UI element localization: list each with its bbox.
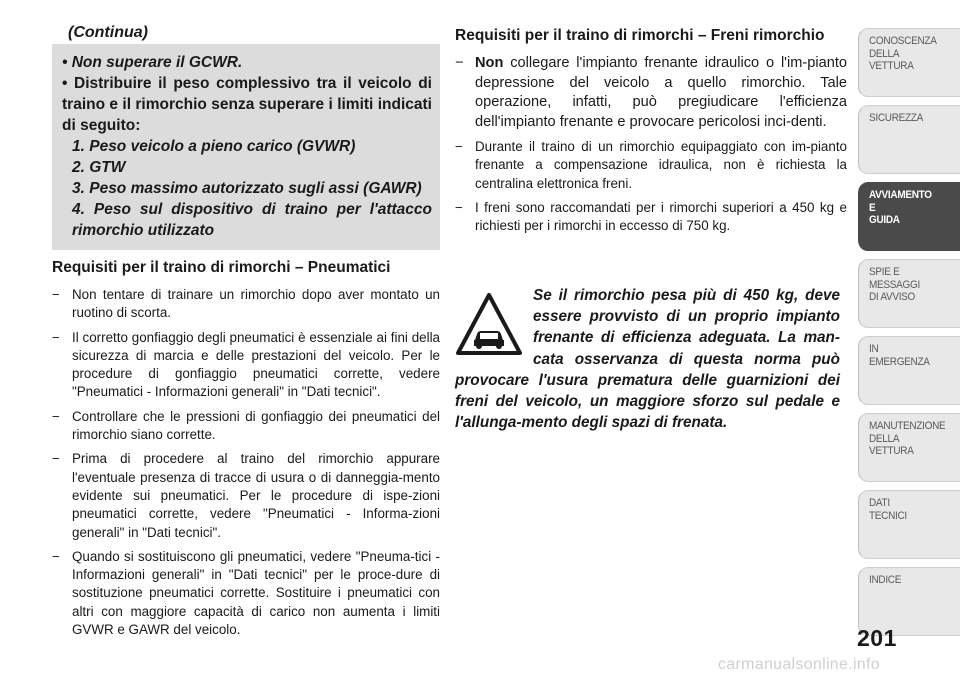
box-item-2: 2. GTW <box>72 159 126 176</box>
page-number: 201 <box>857 625 897 651</box>
tab-manutenzione[interactable]: MANUTENZIONE DELLA VETTURA <box>858 413 960 482</box>
tab-indice[interactable]: INDICE <box>858 567 960 636</box>
chapter-tabs <box>858 28 960 644</box>
tires-item-3: − Controllare che le pressioni di gonfiaggio dei pneumatici del rimorchio siano corrette. <box>52 408 440 443</box>
dash-bullet: − <box>52 408 60 424</box>
warning-text: Se il rimorchio pesa più di 450 kg, deve essere provvisto di un proprio impianto frenante di efficienza adeguata. La man-cata osservanza di questa norma può provocare l'usura prematura delle guarnizioni dei freni del veicolo, un maggiore sforzo sul pedale e l'allunga-mento degli spazi di frenata. <box>455 287 840 432</box>
tires-item-4: − Prima di procedere al traino del rimorchio appurare l'eventuale presenza di tracce di usura o di danneggia-mento evidente sui pneumatici. Per le procedure di ispe-zioni pneumatici corrette, vedere "Pneumatici - Informa-zioni generali" in "Dati tecnici". <box>52 451 440 540</box>
box-line-distribute: • Distribuire il peso complessivo tra il veicolo di traino e il rimorchio senza superare i limiti indicati di seguito: <box>62 75 432 134</box>
box-item-3: 3. Peso massimo autorizzato sugli assi (GAWR) <box>72 180 422 197</box>
tires-item-2: − Il corretto gonfiaggio degli pneumatici è essenziale ai fini della sicurezza di marcia e delle prestazioni del veicolo. Per le procedure di gonfiaggio pneumatici corrette, vedere "Pneumatici - Informazioni generali" in "Dati tecnici". <box>52 329 440 400</box>
tires-item-5: − Quando si sostituiscono gli pneumatici, vedere "Pneuma-tici - Informazioni generali" in "Dati tecnici" per le proce-dure di sostituzione pneumatici corrette. Sostituire i pneumatici con altri con maggiore capacità di carico non aumenta i limiti GVWR e GAWR del veicolo. <box>52 548 440 638</box>
tires-section <box>52 258 440 645</box>
tab-emergenza[interactable]: IN EMERGENZA <box>858 336 960 405</box>
box-item-1: 1. Peso veicolo a pieno carico (GVWR) <box>72 138 356 155</box>
tab-avviamento-guida[interactable]: AVVIAMENTO E GUIDA <box>858 182 960 251</box>
brake-warning <box>455 285 840 433</box>
brakes-section <box>455 26 847 241</box>
brakes-heading: Requisiti per il traino di rimorchi – Freni rimorchio <box>455 27 825 44</box>
watermark: carmanualsonline.info <box>718 656 880 673</box>
brakes-item-3: − I freni sono raccomandati per i rimorchi superiori a 450 kg e richiesti per i rimorchi in eccesso di 750 kg. <box>455 199 847 234</box>
dash-bullet: − <box>52 548 60 564</box>
dash-bullet: − <box>455 55 464 71</box>
dash-bullet: − <box>455 139 463 154</box>
tires-heading: Requisiti per il traino di rimorchi – Pneumatici <box>52 259 391 276</box>
continued-label: (Continua) <box>68 24 148 41</box>
towing-weight-box <box>52 44 440 250</box>
tab-conoscenza-vettura[interactable]: CONOSCENZA DELLA VETTURA <box>858 28 960 97</box>
dash-bullet: − <box>52 287 60 302</box>
dash-bullet: − <box>455 199 463 215</box>
tab-sicurezza[interactable]: SICUREZZA <box>858 105 960 174</box>
tab-dati-tecnici[interactable]: DATI TECNICI <box>858 490 960 559</box>
dash-bullet: − <box>52 329 60 345</box>
car-warning-triangle-icon <box>455 291 523 357</box>
brakes-item-2: − Durante il traino di un rimorchio equipaggiato con im-pianto frenante a compensazione idraulica, non è richiesta la centralina elettronica freni. <box>455 139 847 191</box>
dash-bullet: − <box>52 451 60 467</box>
tab-spie-messaggi[interactable]: SPIE E MESSAGGI DI AVVISO <box>858 259 960 328</box>
tires-item-1: − Non tentare di trainare un rimorchio dopo aver montato un ruotino di scorta. <box>52 287 440 321</box>
brakes-item-1: − Non collegare l'impianto frenante idraulico o l'im-pianto depressione del veicolo a quello rimorchio. Tale operazione, infatti, può pregiudicare l'efficienza dell'impianto frenante e provocare pericolosi inci-denti. <box>455 55 847 130</box>
box-item-4: 4. Peso sul dispositivo di traino per l'attacco rimorchio utilizzato <box>72 201 432 239</box>
box-line-gcwr: • Non superare il GCWR. <box>62 54 243 71</box>
